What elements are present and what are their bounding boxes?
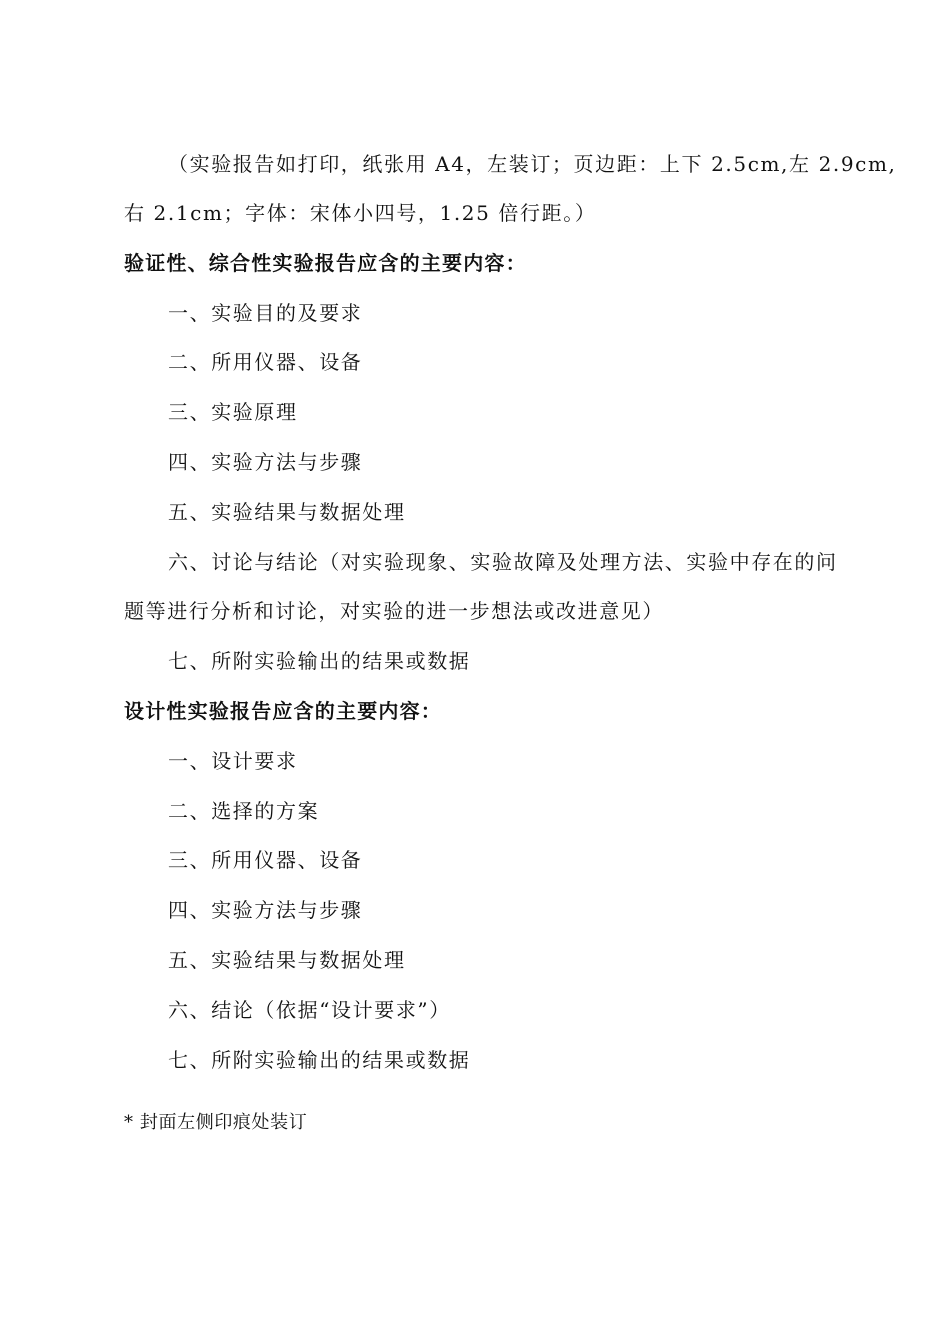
design-item-4: 四、实验方法与步骤: [168, 898, 363, 922]
verification-item-6: 六、讨论与结论（对实验现象、实验故障及处理方法、实验中存在的问: [168, 550, 838, 574]
verification-item-4: 四、实验方法与步骤: [168, 450, 363, 474]
verification-item-2: 二、所用仪器、设备: [168, 350, 363, 374]
verification-item-6-continued: 题等进行分析和讨论，对实验的进一步想法或改进意见）: [124, 599, 664, 623]
verification-item-7: 七、所附实验输出的结果或数据: [168, 649, 471, 673]
intro-line-2: 右 2.1cm；字体：宋体小四号，1.25 倍行距。）: [124, 201, 597, 225]
verification-item-5: 五、实验结果与数据处理: [168, 500, 406, 524]
design-item-5: 五、实验结果与数据处理: [168, 948, 406, 972]
verification-heading: 验证性、综合性实验报告应含的主要内容：: [124, 251, 527, 275]
verification-item-1: 一、实验目的及要求: [168, 301, 363, 325]
design-item-2: 二、选择的方案: [168, 799, 320, 823]
design-heading: 设计性实验报告应含的主要内容：: [124, 699, 442, 723]
design-item-7: 七、所附实验输出的结果或数据: [168, 1048, 471, 1072]
design-item-1: 一、设计要求: [168, 749, 298, 773]
design-item-3: 三、所用仪器、设备: [168, 848, 363, 872]
design-item-6: 六、结论（依据“设计要求”）: [168, 998, 451, 1022]
verification-item-3: 三、实验原理: [168, 400, 298, 424]
intro-line-1: （实验报告如打印，纸张用 A4，左装订；页边距：上下 2.5cm,左 2.9cm,: [168, 152, 897, 176]
footnote: * 封面左侧印痕处装订: [124, 1112, 308, 1133]
